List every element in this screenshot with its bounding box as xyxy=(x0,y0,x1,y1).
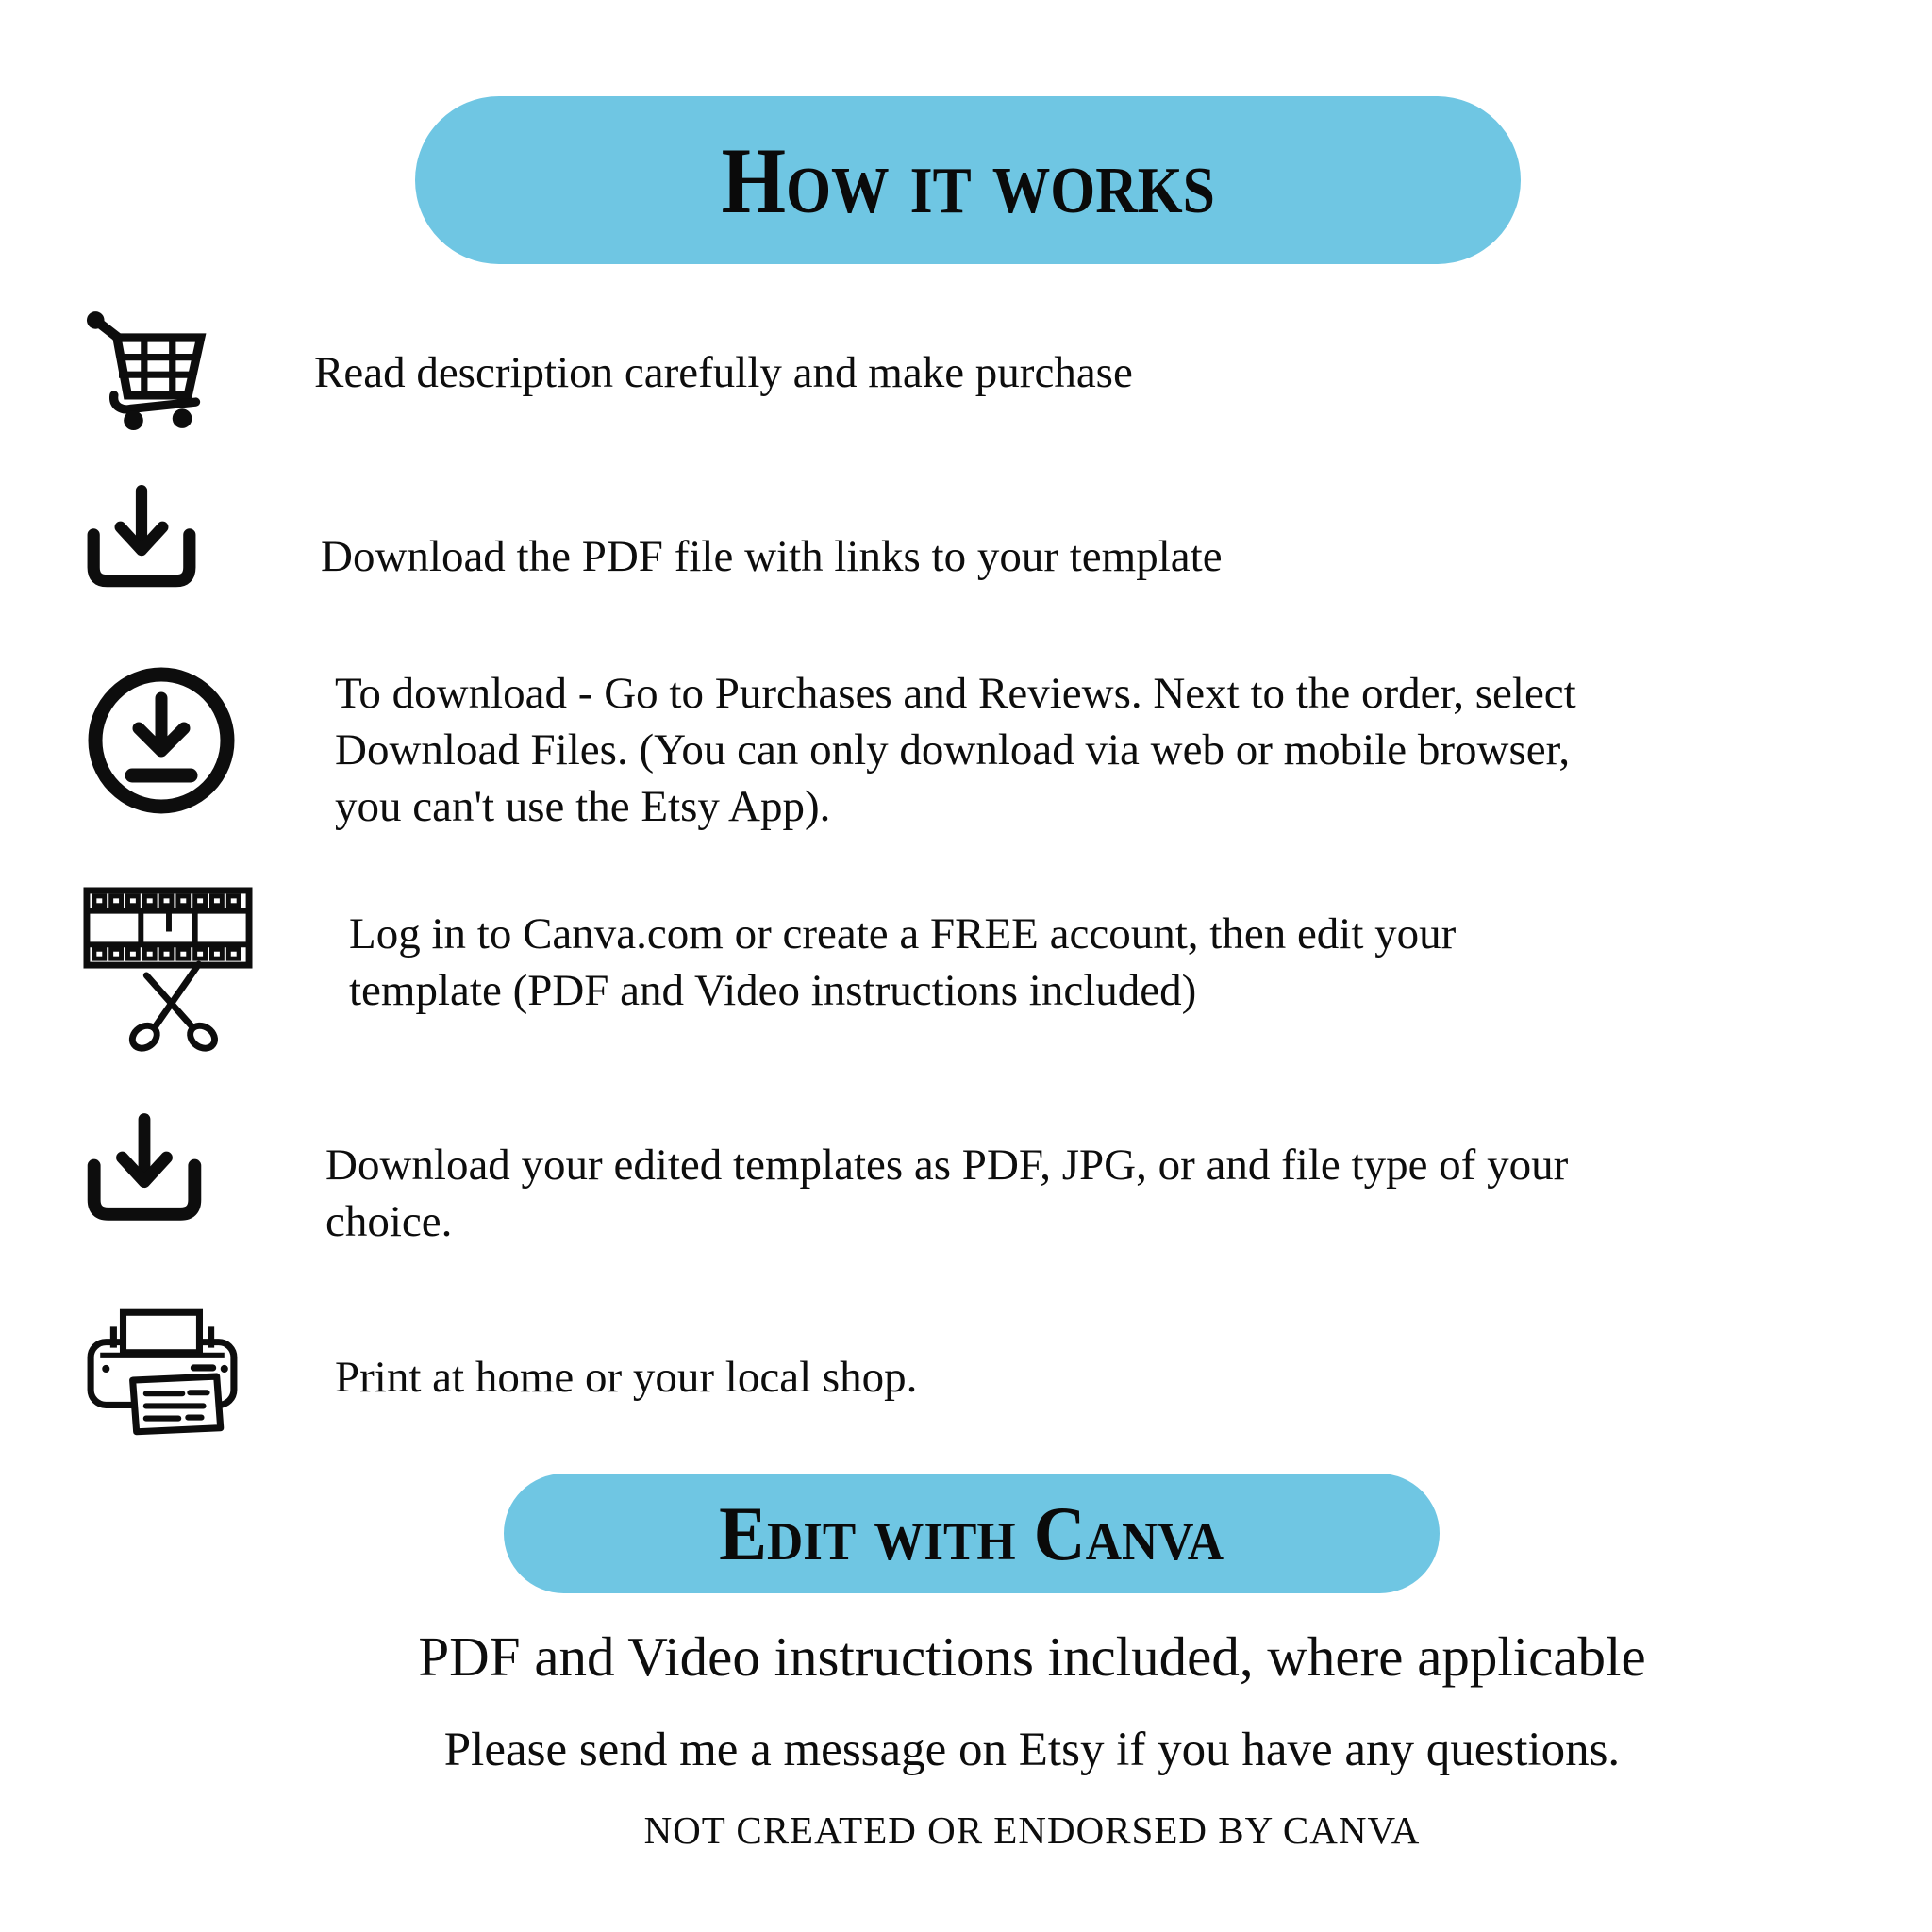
step-5-text xyxy=(325,1137,1568,1250)
step-4-text xyxy=(349,906,1456,1019)
step-line: choice. xyxy=(325,1197,453,1246)
step-line: To download - Go to Purchases and Reviews. Next to the order, select xyxy=(335,669,1576,718)
download-icon xyxy=(83,1111,206,1232)
step-line: Log in to Canva.com or create a FREE account, then edit your xyxy=(349,909,1457,958)
step-line: Download Files. (You can only download via web or mobile browser, xyxy=(335,725,1571,774)
step-line: you can't use the Etsy App). xyxy=(335,782,831,831)
download-circle-icon xyxy=(81,660,242,821)
header-pill xyxy=(415,96,1521,264)
contact-note: Please send me a message on Etsy if you have any questions. xyxy=(443,1724,1621,1776)
download-icon xyxy=(83,483,200,598)
step-line: Download your edited templates as PDF, JPG, or and file type of your xyxy=(325,1141,1569,1190)
instructions-note: PDF and Video instructions included, where applicable xyxy=(418,1625,1646,1688)
step-line: template (PDF and Video instructions included) xyxy=(349,966,1197,1015)
step-line: Download the PDF file with links to your template xyxy=(321,532,1223,581)
step-line: Read description carefully and make purchase xyxy=(314,348,1133,397)
step-3-text xyxy=(335,665,1576,835)
printer-icon xyxy=(83,1307,242,1438)
page-title: How it works xyxy=(721,127,1215,233)
step-1-text xyxy=(314,344,1133,401)
edit-with-canva-pill xyxy=(504,1474,1440,1593)
step-2-text xyxy=(321,528,1223,585)
shopping-cart-icon xyxy=(83,308,215,430)
film-scissors-icon xyxy=(83,887,253,1057)
step-line: Print at home or your local shop. xyxy=(335,1353,918,1402)
canva-disclaimer: NOT CREATED OR ENDORSED BY CANVA xyxy=(643,1808,1421,1852)
step-6-text xyxy=(335,1349,917,1406)
canva-section-title: Edit with Canva xyxy=(719,1490,1224,1576)
